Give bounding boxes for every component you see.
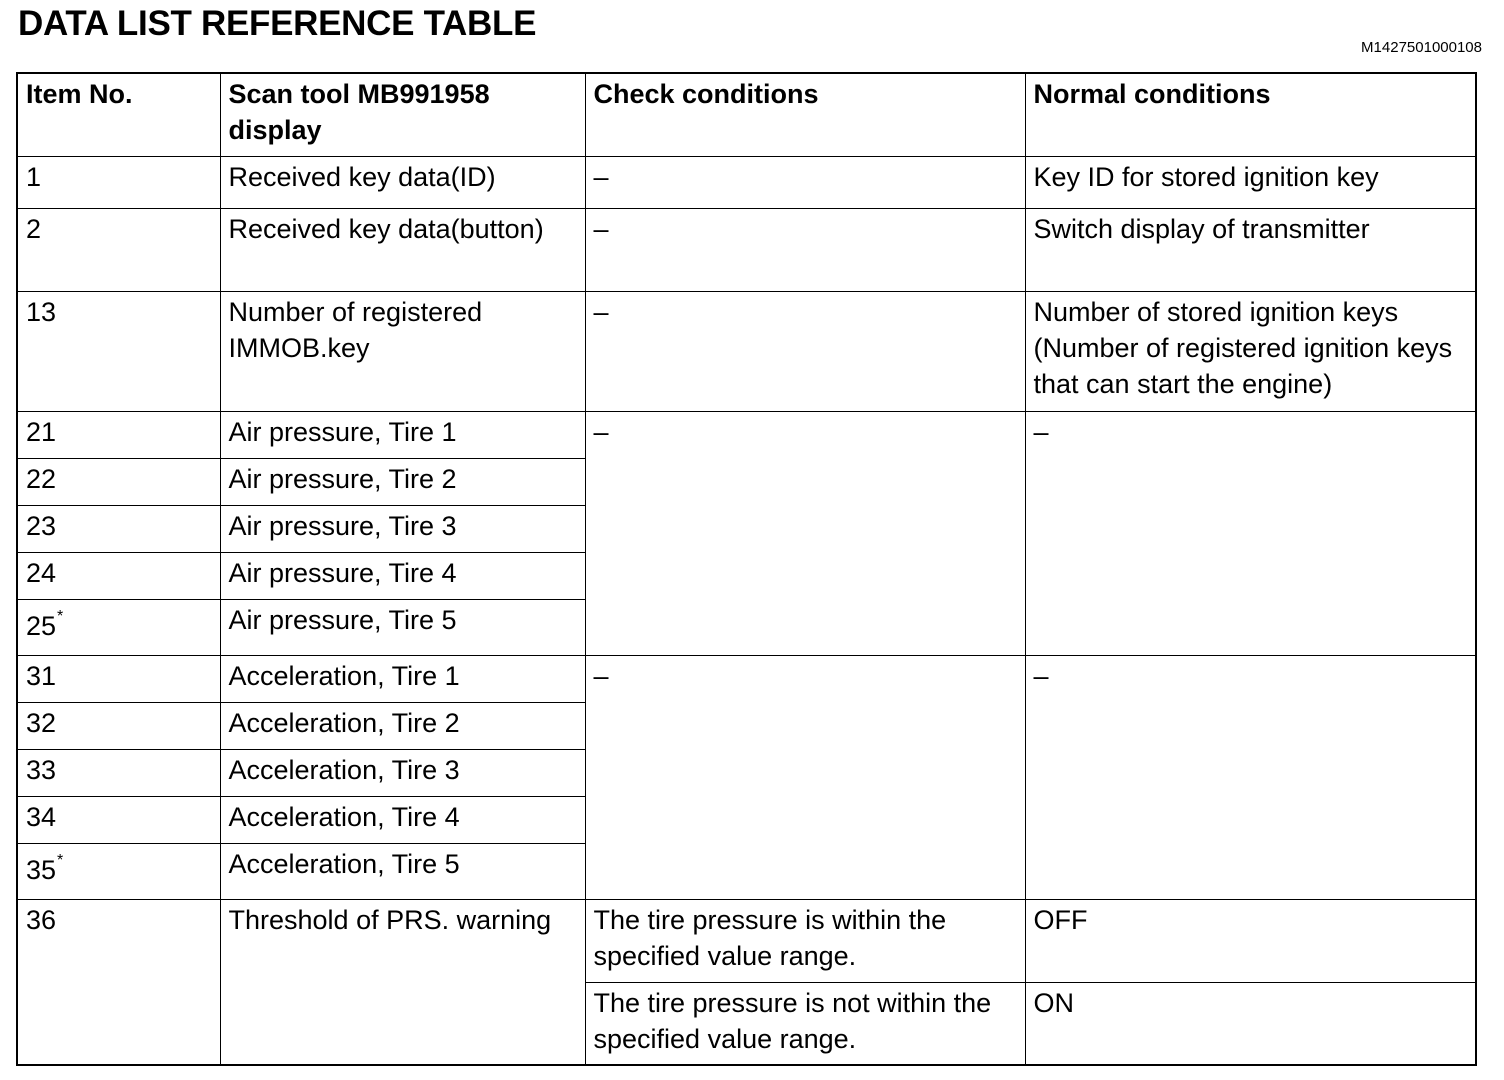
item-no-cell: 23 (17, 505, 220, 552)
check-conditions-cell: – (585, 208, 1025, 291)
page-title: DATA LIST REFERENCE TABLE (18, 4, 537, 43)
check-conditions-cell: – (585, 411, 1025, 655)
item-no-cell: 13 (17, 291, 220, 411)
display-cell: Air pressure, Tire 5 (220, 599, 585, 655)
footnote-marker: * (57, 607, 64, 625)
normal-conditions-cell: – (1025, 655, 1476, 899)
item-no-cell: 34 (17, 796, 220, 843)
item-no-value: 35 (26, 854, 57, 885)
item-no-cell: 24 (17, 552, 220, 599)
data-list-reference-table (16, 72, 1477, 1066)
item-no-value: 25 (26, 610, 57, 641)
display-cell: Threshold of PRS. warning (220, 899, 585, 1065)
header-item-no: Item No. (17, 73, 220, 156)
table-row (17, 899, 1476, 982)
item-no-cell: 36 (17, 899, 220, 1065)
display-cell: Air pressure, Tire 3 (220, 505, 585, 552)
footnote-marker: * (57, 851, 64, 869)
check-conditions-cell: – (585, 156, 1025, 208)
normal-conditions-cell: Number of stored ignition keys (Number of registered ignition keys that can start the engine) (1025, 291, 1476, 411)
normal-conditions-cell: ON (1025, 982, 1476, 1065)
table-row (17, 411, 1476, 458)
table-row (17, 208, 1476, 291)
display-cell: Received key data(button) (220, 208, 585, 291)
display-cell: Acceleration, Tire 5 (220, 843, 585, 899)
display-cell: Air pressure, Tire 2 (220, 458, 585, 505)
item-no-cell: 31 (17, 655, 220, 702)
normal-conditions-cell: OFF (1025, 899, 1476, 982)
item-no-cell: 1 (17, 156, 220, 208)
item-no-cell: 21 (17, 411, 220, 458)
display-cell: Acceleration, Tire 1 (220, 655, 585, 702)
item-no-cell: 32 (17, 702, 220, 749)
item-no-cell: 33 (17, 749, 220, 796)
document-id: M1427501000108 (1361, 39, 1482, 56)
display-cell: Number of registered IMMOB.key (220, 291, 585, 411)
item-no-cell (17, 843, 220, 899)
display-cell: Air pressure, Tire 4 (220, 552, 585, 599)
header-scan-tool-display: Scan tool MB991958 display (220, 73, 585, 156)
table-header-row (17, 73, 1476, 156)
check-conditions-cell: – (585, 291, 1025, 411)
table-row (17, 156, 1476, 208)
item-no-cell (17, 599, 220, 655)
display-cell: Air pressure, Tire 1 (220, 411, 585, 458)
header-normal-conditions: Normal conditions (1025, 73, 1476, 156)
normal-conditions-cell: Key ID for stored ignition key (1025, 156, 1476, 208)
display-cell: Received key data(ID) (220, 156, 585, 208)
display-cell: Acceleration, Tire 2 (220, 702, 585, 749)
table-row (17, 655, 1476, 702)
check-conditions-cell: The tire pressure is within the specified value range. (585, 899, 1025, 982)
item-no-cell: 2 (17, 208, 220, 291)
display-cell: Acceleration, Tire 3 (220, 749, 585, 796)
table-row (17, 291, 1476, 411)
item-no-cell: 22 (17, 458, 220, 505)
header-check-conditions: Check conditions (585, 73, 1025, 156)
check-conditions-cell: The tire pressure is not within the specified value range. (585, 982, 1025, 1065)
check-conditions-cell: – (585, 655, 1025, 899)
normal-conditions-cell: – (1025, 411, 1476, 655)
normal-conditions-cell: Switch display of transmitter (1025, 208, 1476, 291)
display-cell: Acceleration, Tire 4 (220, 796, 585, 843)
